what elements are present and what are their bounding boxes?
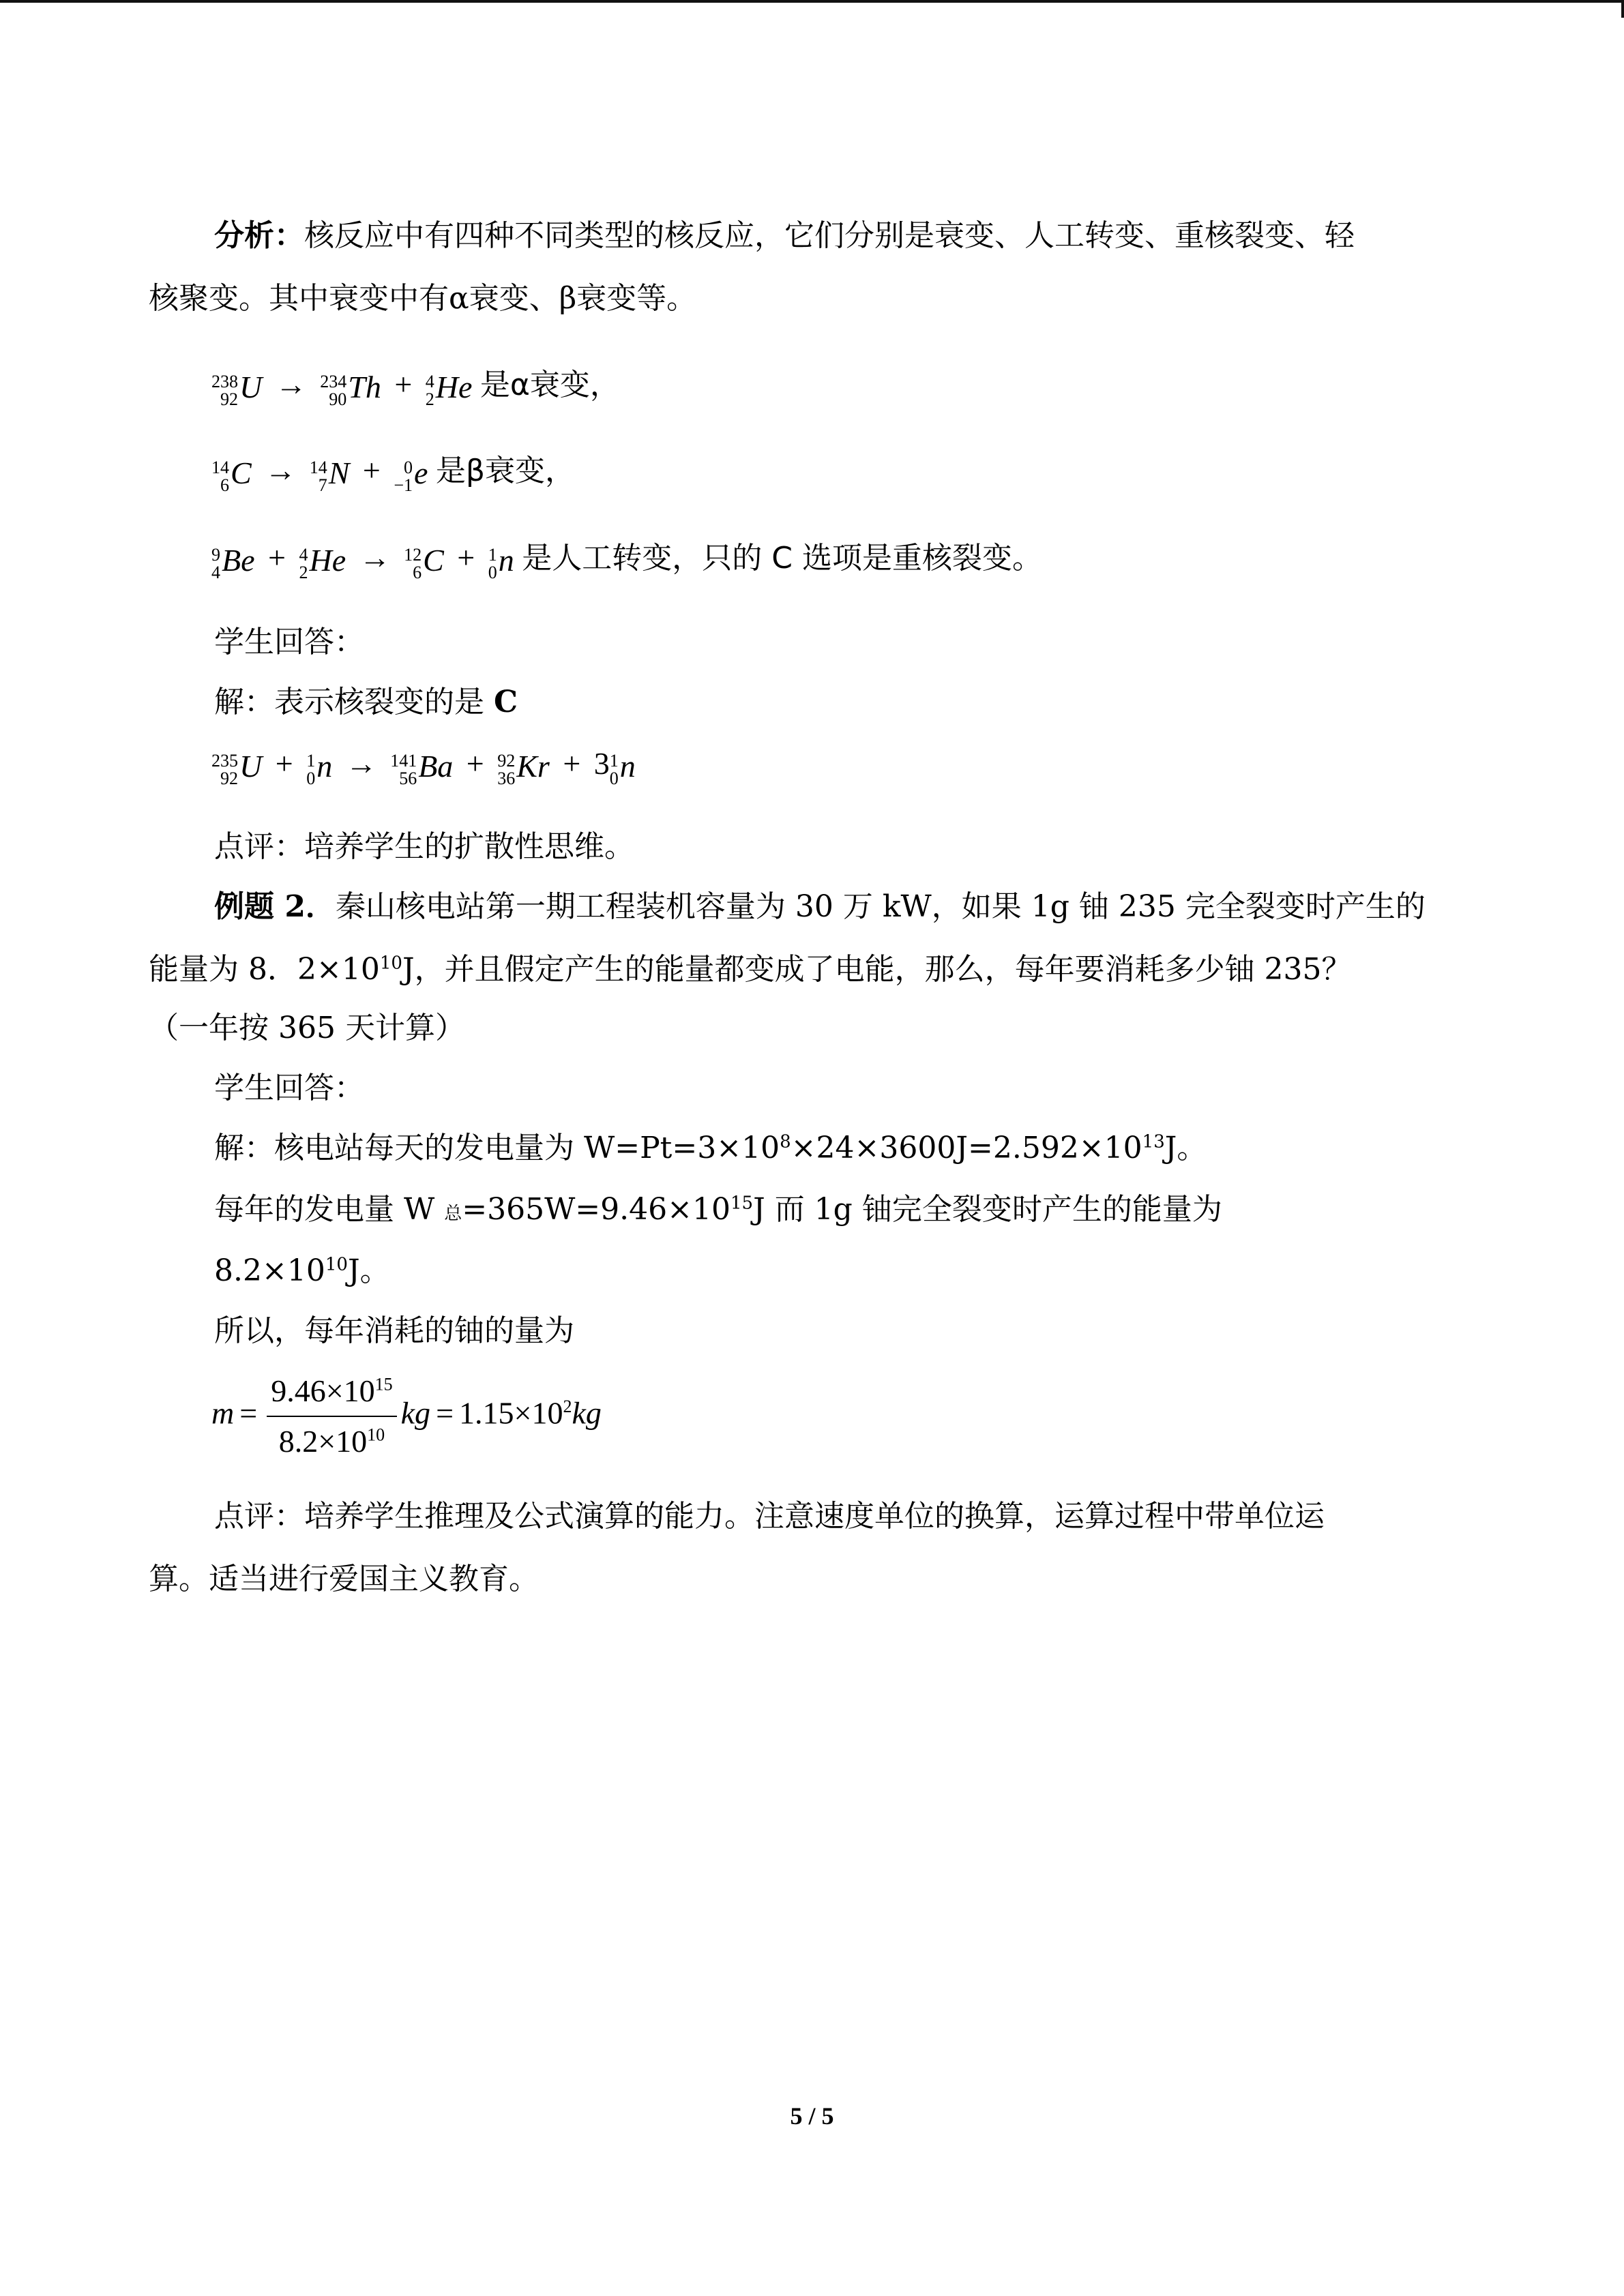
- student-answer-label-1: 学生回答：: [214, 625, 364, 659]
- comment-2-line1: [149, 1497, 1486, 1536]
- solution-1-text: 解：表示核裂变的是: [214, 685, 494, 719]
- solution-1: [214, 683, 1551, 721]
- example-2-label: 例题 2．: [214, 889, 336, 924]
- equation-fission: [211, 743, 636, 788]
- nuclide-he4: 4 2 He: [299, 543, 346, 582]
- equation-1-note: 是α衰变，: [479, 368, 620, 402]
- electron: 0 −1 e: [394, 456, 428, 495]
- comment-2-line2: 算。适当进行爱国主义教育。: [149, 1562, 539, 1596]
- analysis-label: 分析：: [214, 218, 304, 253]
- example-2-text-line2a: 能量为 8．2×10: [149, 952, 380, 987]
- example-2-line2: [149, 951, 1486, 989]
- equals-symbol: =: [436, 1395, 454, 1431]
- solution-2-line1: 解：核电站每天的发电量为 $W=Pt=3\times 10^8\times 24\times 3600J=2.592\times 10^{13}J$。: [214, 1131, 1207, 1165]
- nuclide-th234: 234 90 Th: [320, 370, 381, 409]
- example-2-text-line1: 秦山核电站第一期工程装机容量为 30 万 kW，如果 1g 铀 235 完全裂变时产生的: [335, 889, 1426, 924]
- equation-alpha-decay: [211, 364, 620, 408]
- analysis-text-line1: 核反应中有四种不同类型的核反应，它们分别是衰变、人工转变、重核裂变、轻: [304, 218, 1355, 253]
- student-answer-label-2: 学生回答：: [214, 1071, 364, 1105]
- comment-1: 点评：培养学生的扩散性思维。: [214, 829, 634, 864]
- example-2-text-line2b: J，并且假定产生的能量都变成了电能，那么，每年要消耗多少铀 235？: [402, 952, 1352, 987]
- equation-artificial-transmutation: [211, 537, 1042, 582]
- arrow-symbol: →: [265, 453, 297, 488]
- comment-2-text-line1: 点评：培养学生推理及公式演算的能力。注意速度单位的换算，运算过程中带单位运: [214, 1499, 1325, 1534]
- neutron: 1 0 n: [488, 543, 514, 582]
- nuclide-be9: 9 4 Be: [211, 543, 255, 582]
- nuclide-u235: 235 92 U: [211, 749, 263, 788]
- nuclide-u238: 238 92 U: [211, 370, 263, 409]
- neutron: 1 0 n: [609, 749, 636, 788]
- plus-symbol: +: [275, 746, 293, 781]
- nuclide-n14: 14 7 N: [309, 456, 350, 495]
- analysis-paragraph-line1: [149, 217, 1486, 255]
- arrow-symbol: →: [359, 540, 391, 575]
- plus-symbol: +: [563, 746, 581, 781]
- equation-beta-decay: [211, 450, 575, 494]
- page-number: 5 / 5: [790, 2102, 834, 2130]
- solution-2-line2: 每年的发电量 W 总$=365W=9.46\times 10^{15}J$ 而 1g 铀完全裂变时产生的能量为: [214, 1192, 1222, 1227]
- neutron: 1 0 n: [306, 749, 333, 788]
- plus-symbol: +: [362, 453, 381, 488]
- example-2-line1: [149, 888, 1486, 926]
- coefficient: 3: [593, 746, 610, 781]
- equals-symbol: =: [239, 1395, 258, 1431]
- nuclide-c12: 12 6 C: [404, 543, 444, 582]
- plus-symbol: +: [394, 367, 413, 402]
- equation-2-note: 是β衰变，: [435, 453, 576, 488]
- arrow-symbol: →: [345, 746, 377, 781]
- nuclide-ba141: 141 56 Ba: [390, 749, 454, 788]
- exponent: 2: [563, 1397, 572, 1417]
- nuclide-he4: 4 2 He: [425, 370, 473, 409]
- nuclide-kr92: 92 36 Kr: [497, 749, 550, 788]
- plus-symbol: +: [466, 746, 484, 781]
- analysis-paragraph-line2: [149, 280, 1486, 318]
- plus-symbol: +: [457, 540, 475, 575]
- unit-kg: kg: [572, 1395, 602, 1431]
- solution-1-answer: C: [494, 685, 518, 719]
- arrow-symbol: →: [275, 367, 307, 402]
- example-2-line3: （一年按 365 天计算）: [149, 1011, 465, 1045]
- solution-2-line3: $8.2\times 10^{10}J$。: [214, 1253, 390, 1288]
- exponent: 10: [379, 953, 402, 974]
- unit-kg: kg: [400, 1395, 431, 1431]
- formula-m: m: [211, 1395, 235, 1431]
- mass-formula: [211, 1371, 602, 1462]
- formula-result: 1.15×10: [459, 1395, 563, 1431]
- formula-fraction: $\frac{9.46\times 10^{15}}{8.2\times 10^{10}}$: [267, 1371, 396, 1462]
- equation-3-note: 是人工转变，只的 C 选项是重核裂变。: [522, 541, 1042, 576]
- analysis-text-line2: 核聚变。其中衰变中有α衰变、β衰变等。: [149, 281, 697, 316]
- plus-symbol: +: [268, 540, 286, 575]
- nuclide-c14: 14 6 C: [211, 456, 252, 495]
- solution-2-line4: 所以，每年消耗的铀的量为: [214, 1313, 574, 1348]
